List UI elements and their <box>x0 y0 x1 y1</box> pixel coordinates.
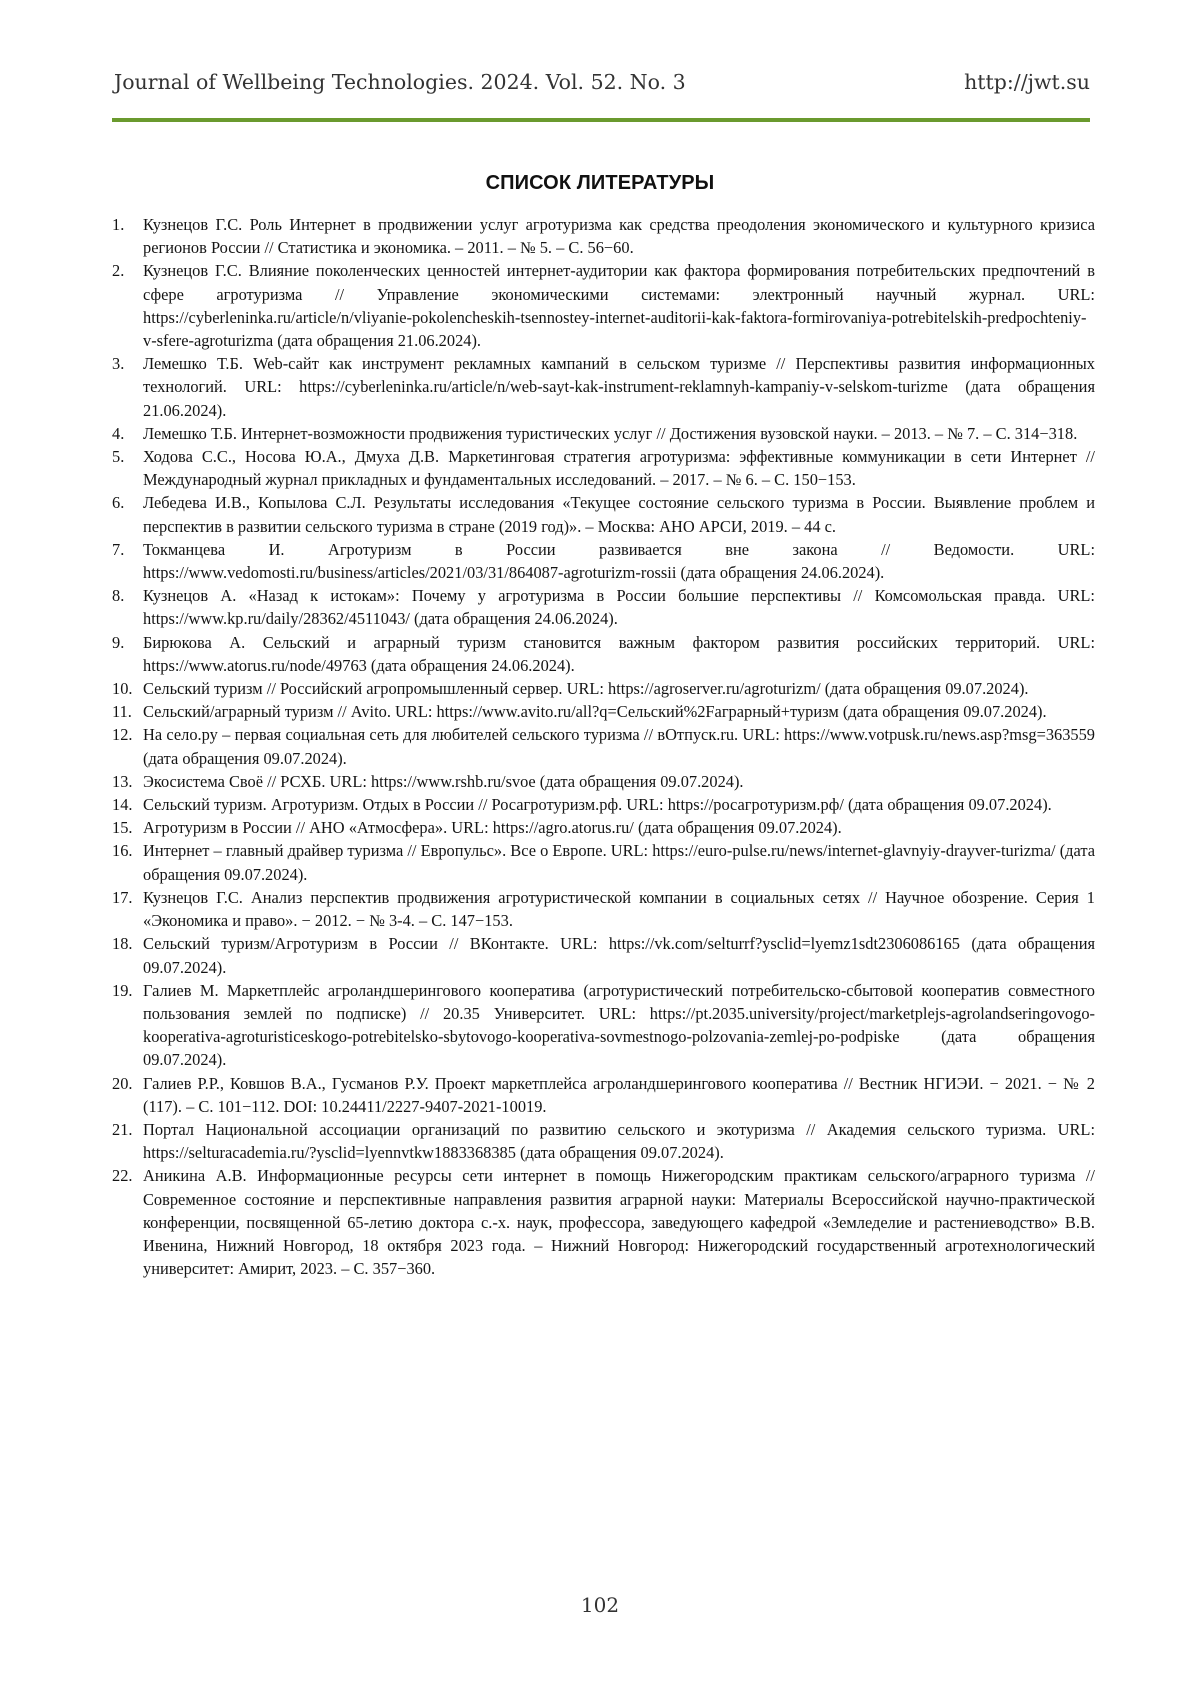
reference-text: Агротуризм в России // АНО «Атмосфера». URL: https://agro.atorus.ru/ (дата обращения 09.07.2024). <box>143 816 1095 839</box>
reference-text: Экосистема Своё // РСХБ. URL: https://www.rshb.ru/svoe (дата обращения 09.07.2024). <box>143 770 1095 793</box>
reference-number: 22. <box>112 1164 143 1280</box>
reference-item <box>112 584 1095 630</box>
reference-text: Сельский туризм. Агротуризм. Отдых в России // Росагротуризм.рф. URL: https://росагротуризм.рф/ (дата обращения 09.07.2024). <box>143 793 1095 816</box>
reference-number: 18. <box>112 932 143 978</box>
reference-text: Лемешко Т.Б. Интернет-возможности продвижения туристических услуг // Достижения вузовской науки. – 2013. – № 7. – С. 314−318. <box>143 422 1095 445</box>
reference-text: Кузнецов Г.С. Влияние поколенческих ценностей интернет-аудитории как фактора формирования потребительских предпочтений в сфере агротуризма // Управление экономическими системами: электронный научный журнал. URL: https://cyberleninka.ru/article/n/vliyanie-pokolencheskih-tsennostey-internet-auditorii-kak-faktora-formirovaniya-potrebitelskih-predpochteniy-v-sfere-agroturizma (дата обращения 21.06.2024). <box>143 259 1095 352</box>
reference-item <box>112 793 1095 816</box>
reference-number: 2. <box>112 259 143 352</box>
reference-text: Кузнецов А. «Назад к истокам»: Почему у агротуризма в России большие перспективы // Комсомольская правда. URL: https://www.kp.ru/daily/28362/4511043/ (дата обращения 24.06.2024). <box>143 584 1095 630</box>
reference-text: Портал Национальной ассоциации организаций по развитию сельского и экотуризма // Академия сельского туризма. URL: https://selturacademia.ru/?ysclid=lyennvtkw1883368385 (дата обращения 09.07.2024). <box>143 1118 1095 1164</box>
reference-number: 21. <box>112 1118 143 1164</box>
reference-number: 13. <box>112 770 143 793</box>
reference-text: Сельский туризм/Агротуризм в России // ВКонтакте. URL: https://vk.com/selturrf?ysclid=lyemz1sdt2306086165 (дата обращения 09.07.2024). <box>143 932 1095 978</box>
reference-item <box>112 1072 1095 1118</box>
reference-item <box>112 259 1095 352</box>
reference-number: 8. <box>112 584 143 630</box>
reference-text: Сельский туризм // Российский агропромышленный сервер. URL: https://agroserver.ru/agroturizm/ (дата обращения 09.07.2024). <box>143 677 1095 700</box>
reference-item <box>112 422 1095 445</box>
reference-item <box>112 770 1095 793</box>
reference-item <box>112 213 1095 259</box>
reference-item <box>112 352 1095 422</box>
reference-item <box>112 1164 1095 1280</box>
reference-number: 14. <box>112 793 143 816</box>
reference-number: 15. <box>112 816 143 839</box>
reference-item <box>112 491 1095 537</box>
reference-item <box>112 445 1095 491</box>
reference-text: Ходова С.С., Носова Ю.А., Дмуха Д.В. Маркетинговая стратегия агротуризма: эффективные коммуникации в сети Интернет // Международный журнал прикладных и фундаментальных исследований. – 2017. – № 6. – С. 150−153. <box>143 445 1095 491</box>
reference-list <box>112 213 1095 1280</box>
reference-number: 10. <box>112 677 143 700</box>
reference-number: 1. <box>112 213 143 259</box>
header-rule <box>112 118 1090 122</box>
reference-number: 16. <box>112 839 143 885</box>
reference-item <box>112 677 1095 700</box>
reference-number: 11. <box>112 700 143 723</box>
reference-text: Сельский/аграрный туризм // Avito. URL: https://www.avito.ru/all?q=Сельский%2Fаграрный+туризм (дата обращения 09.07.2024). <box>143 700 1095 723</box>
reference-item <box>112 1118 1095 1164</box>
reference-text: Интернет – главный драйвер туризма // Европульс». Все о Европе. URL: https://euro-pulse.ru/news/internet-glavnyiy-drayver-turizma/ (дата обращения 09.07.2024). <box>143 839 1095 885</box>
reference-item <box>112 538 1095 584</box>
reference-number: 5. <box>112 445 143 491</box>
reference-text: Бирюкова А. Сельский и аграрный туризм становится важным фактором развития российских территорий. URL: https://www.atorus.ru/node/49763 (дата обращения 24.06.2024). <box>143 631 1095 677</box>
reference-item <box>112 839 1095 885</box>
reference-text: На село.ру – первая социальная сеть для любителей сельского туризма // вОтпуск.ru. URL: https://www.votpusk.ru/news.asp?msg=363559 (дата обращения 09.07.2024). <box>143 723 1095 769</box>
reference-text: Аникина А.В. Информационные ресурсы сети интернет в помощь Нижегородским практикам сельского/аграрного туризма // Современное состояние и перспективные направления развития аграрной науки: Материалы Всероссийской научно-практической конференции, посвященной 65-летию доктора с.-х. наук, профессора, заведующего кафедрой «Земледелие и растениеводство» В.В. Ивенина, Нижний Новгород, 18 октября 2023 года. – Нижний Новгород: Нижегородский государственный агротехнологический университет: Амирит, 2023. – С. 357−360. <box>143 1164 1095 1280</box>
reference-number: 6. <box>112 491 143 537</box>
reference-text: Галиев М. Маркетплейс агроландшерингового кооператива (агротуристический потребительско-сбытовой кооператив совместного пользования землей по подписке) // 20.35 Университет. URL: https://pt.2035.university/project/marketplejs-agrolandseringovogo-kooperativa-agroturisticeskogo-potrebitelsko-sbytovogo-kooperativa-sovmestnogo-polzovania-zemlej-po-podpiske (дата обращения 09.07.2024). <box>143 979 1095 1072</box>
reference-number: 7. <box>112 538 143 584</box>
reference-item <box>112 979 1095 1072</box>
reference-text: Лебедева И.В., Копылова С.Л. Результаты исследования «Текущее состояние сельского туризма в России. Выявление проблем и перспектив в развитии сельского туризма в стране (2019 год)». – Москва: АНО АРСИ, 2019. – 44 с. <box>143 491 1095 537</box>
reference-text: Токманцева И. Агротуризм в России развивается вне закона // Ведомости. URL: https://www.vedomosti.ru/business/articles/2021/03/31/864087-agroturizm-rossii (дата обращения 24.06.2024). <box>143 538 1095 584</box>
reference-item <box>112 932 1095 978</box>
reference-text: Кузнецов Г.С. Анализ перспектив продвижения агротуристической компании в социальных сетях // Научное обозрение. Серия 1 «Экономика и право». − 2012. − № 3-4. – С. 147−153. <box>143 886 1095 932</box>
page-number: 102 <box>0 1593 1200 1617</box>
reference-number: 4. <box>112 422 143 445</box>
reference-item <box>112 816 1095 839</box>
reference-text: Галиев Р.Р., Ковшов В.А., Гусманов Р.У. Проект маркетплейса агроландшерингового кооператива // Вестник НГИЭИ. − 2021. − № 2 (117). – С. 101−112. DOI: 10.24411/2227-9407-2021-10019. <box>143 1072 1095 1118</box>
reference-text: Лемешко Т.Б. Web-сайт как инструмент рекламных кампаний в сельском туризме // Перспективы развития информационных технологий. URL: https://cyberleninka.ru/article/n/web-sayt-kak-instrument-reklamnyh-kampaniy-v-selskom-turizme (дата обращения 21.06.2024). <box>143 352 1095 422</box>
reference-item <box>112 886 1095 932</box>
reference-item <box>112 723 1095 769</box>
reference-number: 19. <box>112 979 143 1072</box>
reference-number: 12. <box>112 723 143 769</box>
page <box>0 0 1200 1698</box>
reference-item <box>112 631 1095 677</box>
reference-text: Кузнецов Г.С. Роль Интернет в продвижении услуг агротуризма как средства преодоления экономического и культурного кризиса регионов России // Статистика и экономика. – 2011. – № 5. – С. 56−60. <box>143 213 1095 259</box>
section-title: СПИСОК ЛИТЕРАТУРЫ <box>0 172 1200 195</box>
reference-item <box>112 700 1095 723</box>
reference-number: 20. <box>112 1072 143 1118</box>
reference-number: 9. <box>112 631 143 677</box>
journal-url: http://jwt.su <box>964 70 1090 94</box>
reference-number: 17. <box>112 886 143 932</box>
running-header <box>114 70 1090 94</box>
journal-title: Journal of Wellbeing Technologies. 2024. Vol. 52. No. 3 <box>114 70 686 94</box>
reference-number: 3. <box>112 352 143 422</box>
